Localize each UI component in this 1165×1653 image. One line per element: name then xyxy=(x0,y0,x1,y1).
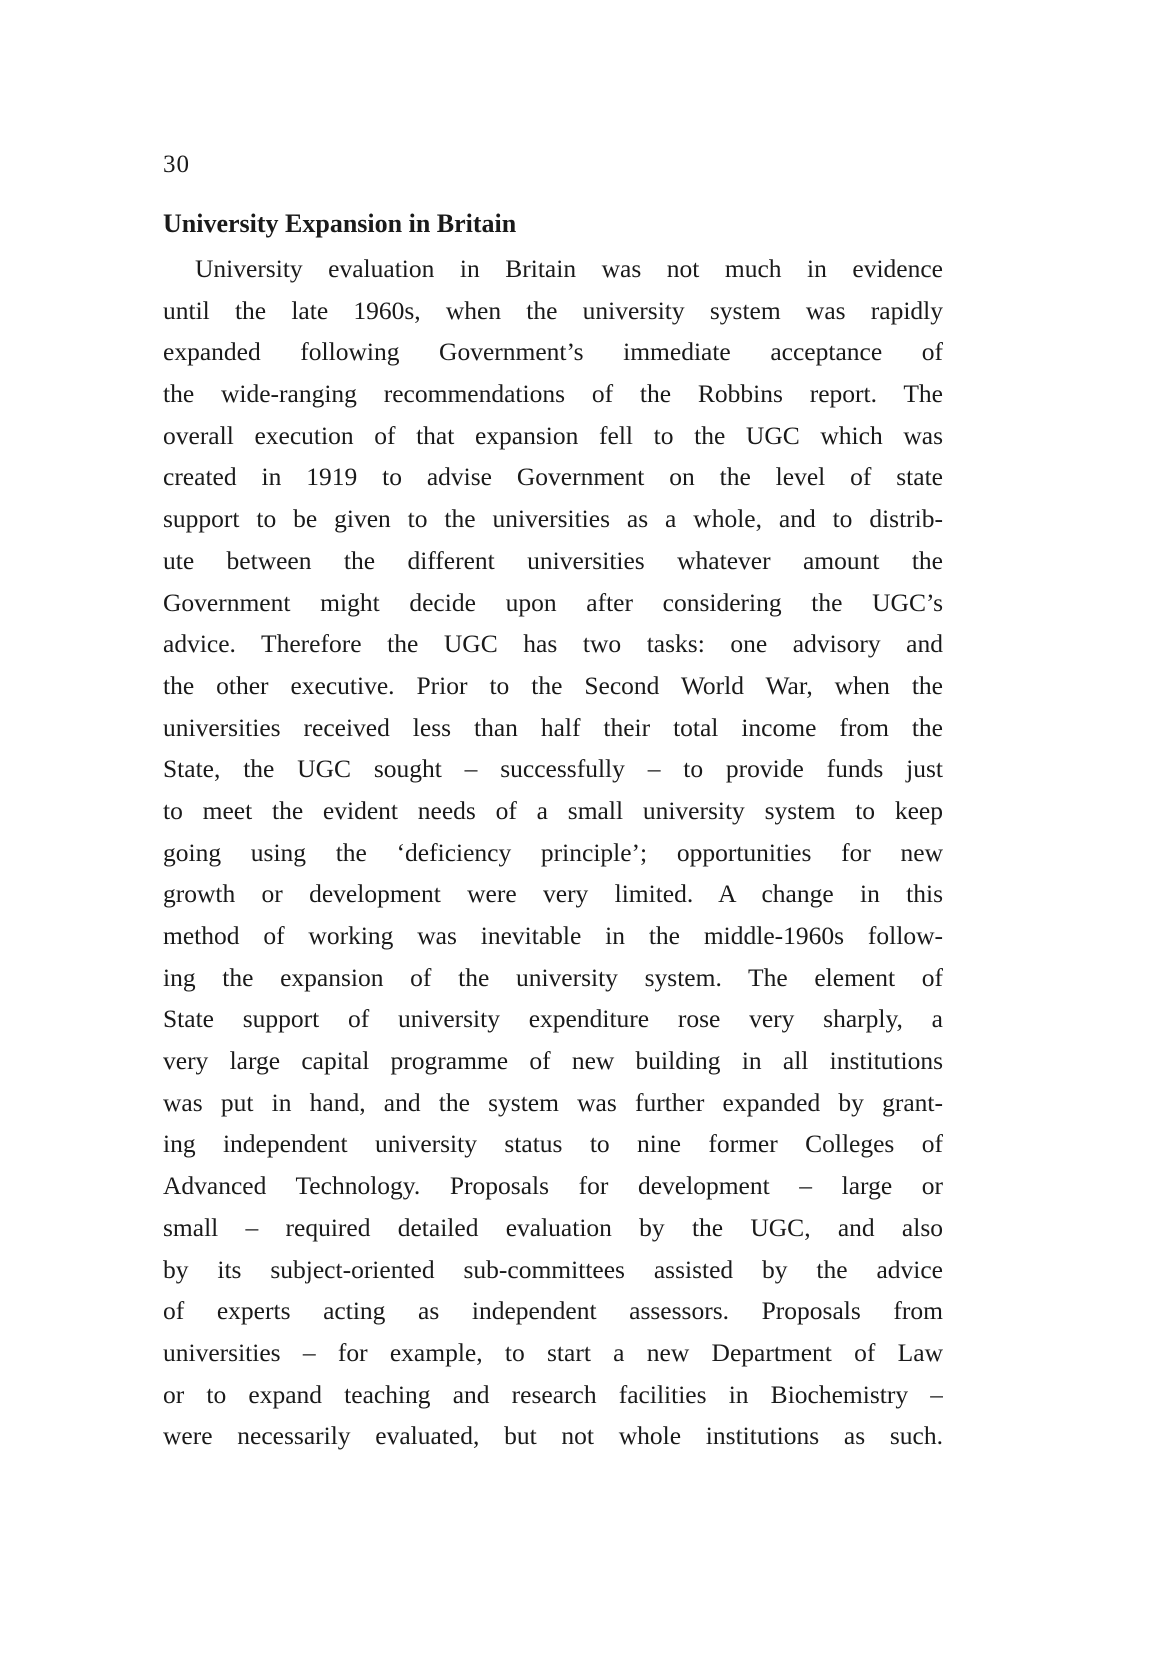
text-line: were necessarily evaluated, but not whole institutions as such. xyxy=(163,1421,943,1451)
text-line: method of working was inevitable in the middle-1960s follow- xyxy=(163,921,943,950)
text-line: growth or development were very limited. A change in this xyxy=(163,879,943,909)
text-line: was put in hand, and the system was further expanded by grant- xyxy=(163,1087,943,1117)
text-line: expanded following Government’s immediate acceptance of xyxy=(163,337,943,367)
text-line: to meet the evident needs of a small university system to keep xyxy=(163,795,943,825)
text-line: overall execution of that expansion fell to the UGC which was xyxy=(163,420,943,450)
text-line: ing the expansion of the university system. The element of xyxy=(163,962,943,992)
text-line: the wide-ranging recommendations of the Robbins report. The xyxy=(163,379,943,409)
text-line: University evaluation in Britain was not much in evidence xyxy=(195,254,943,283)
text-line: State, the UGC sought – successfully – to provide funds just xyxy=(163,754,943,784)
text-line: until the late 1960s, when the university system was rapidly xyxy=(163,295,943,325)
text-line: very large capital programme of new building in all institutions xyxy=(163,1046,943,1076)
text-line: ute between the different universities whatever amount the xyxy=(163,545,943,575)
text-line: created in 1919 to advise Government on the level of state xyxy=(163,462,943,492)
text-line: State support of university expenditure rose very sharply, a xyxy=(163,1004,943,1034)
text-line: universities – for example, to start a new Department of Law xyxy=(163,1337,943,1367)
text-line: Government might decide upon after considering the UGC’s xyxy=(163,587,943,617)
section-heading: University Expansion in Britain xyxy=(163,209,517,238)
body-paragraph xyxy=(163,248,943,1457)
text-line: advice. Therefore the UGC has two tasks: one advisory and xyxy=(163,629,943,659)
text-line: support to be given to the universities as a whole, and to distrib- xyxy=(163,504,943,534)
text-line: or to expand teaching and research facilities in Biochemistry – xyxy=(163,1379,943,1409)
text-line: going using the ‘deficiency principle’; opportunities for new xyxy=(163,837,943,867)
text-line: of experts acting as independent assessors. Proposals from xyxy=(163,1296,943,1326)
text-line: the other executive. Prior to the Second World War, when the xyxy=(163,670,943,700)
text-line: by its subject-oriented sub-committees assisted by the advice xyxy=(163,1254,943,1284)
text-line: Advanced Technology. Proposals for development – large or xyxy=(163,1171,943,1201)
page-number: 30 xyxy=(163,151,190,178)
text-line: small – required detailed evaluation by the UGC, and also xyxy=(163,1212,943,1242)
text-line: ing independent university status to nine former Colleges of xyxy=(163,1129,943,1159)
text-line: universities received less than half their total income from the xyxy=(163,712,943,742)
